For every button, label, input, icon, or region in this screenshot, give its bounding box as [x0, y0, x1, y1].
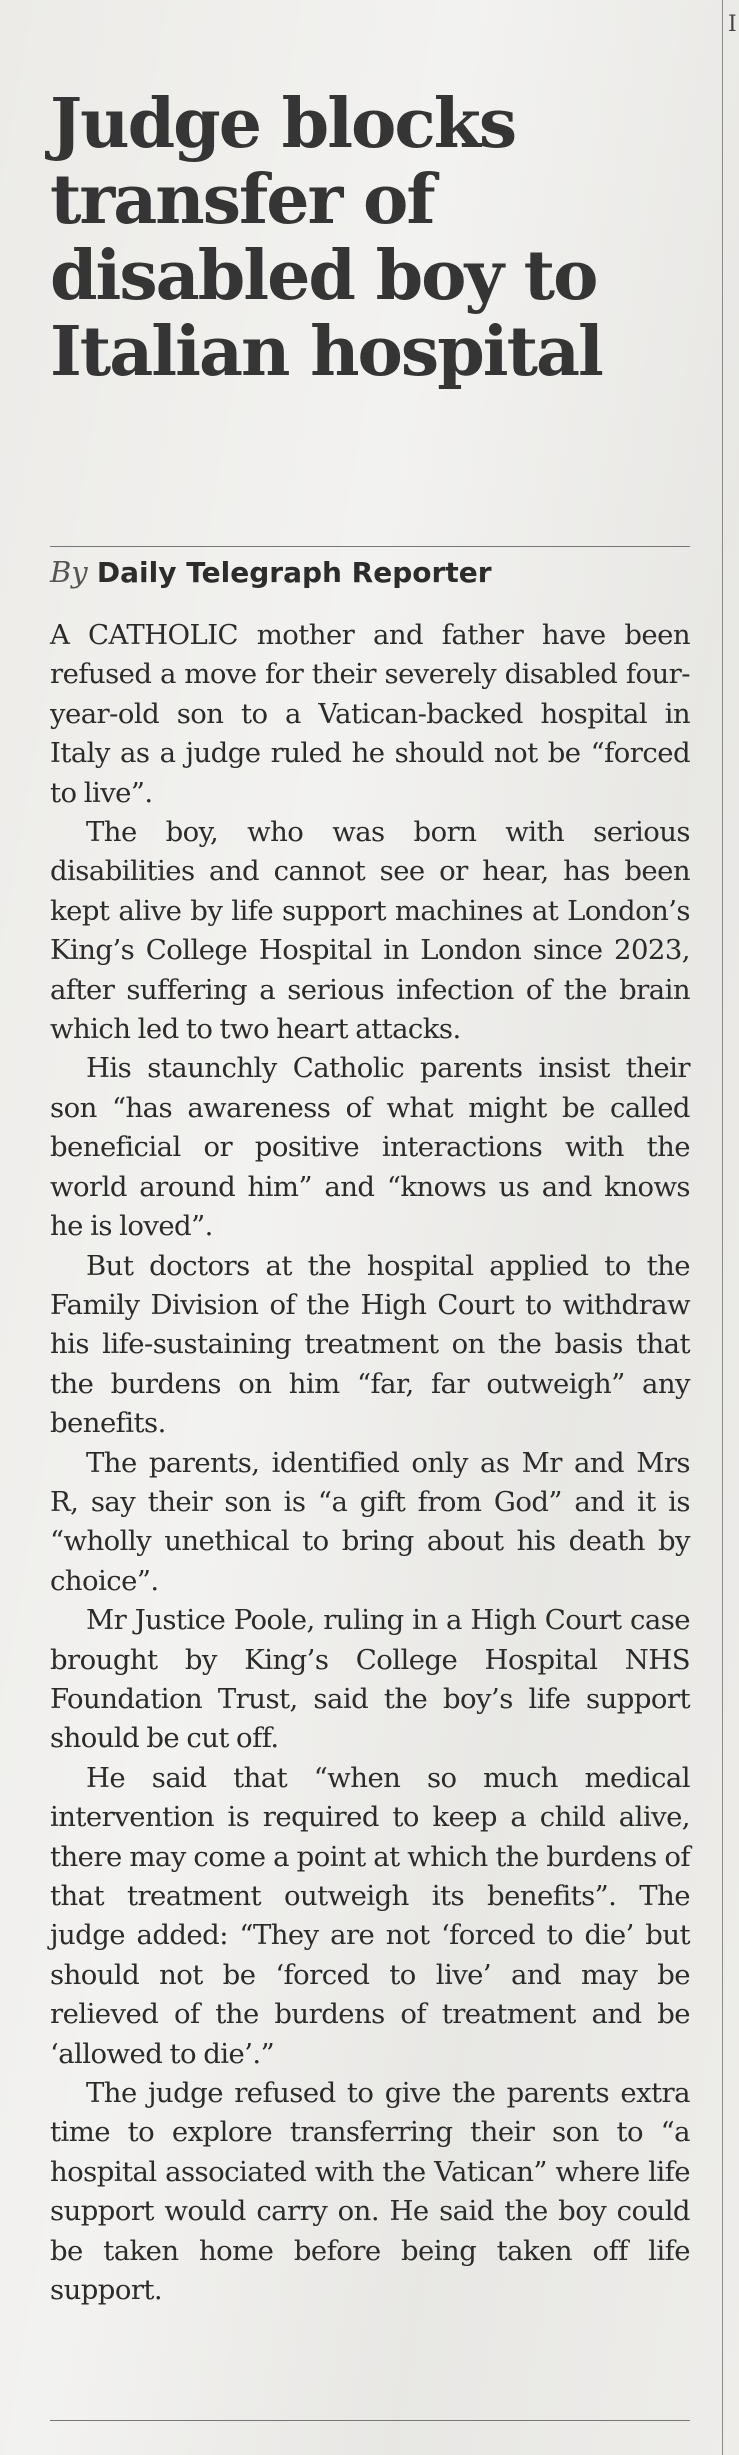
- paragraph: But doctors at the hospital applied to the Family Division of the High Court to withdraw his life-sustaining treatment on the basis that the burdens on him “far, far outweigh” any benefits.: [50, 1249, 690, 1440]
- column-divider: [722, 0, 723, 2455]
- paragraph: The judge refused to give the parents extra time to explore transferring their son to “a hospital associated with the Vatican” where life support would carry on. He said the boy could be taken home before being taken off life support.: [50, 2077, 690, 2307]
- byline-author: Daily Telegraph Reporter: [96, 556, 492, 589]
- byline: [50, 552, 492, 593]
- paragraph: The boy, who was born with serious disabilities and cannot see or hear, has been kept alive by life support machines at London’s King’s College Hospital in London since 2023, after suffering a serious infection of the brain which led to two heart attacks.: [50, 816, 690, 1046]
- paragraph: He said that “when so much medical intervention is required to keep a child alive, there may come a point at which the burdens of that treatment outweigh its benefits”. The judge added: “They are not ‘forced to die’ but should not be ‘forced to live’ and may be relieved of the burdens of treatment and be ‘allowed to die’.”: [50, 1761, 690, 2070]
- headline: Judge blocks transfer of disabled boy to Italian hospital: [50, 84, 602, 392]
- paragraph: The parents, identified only as Mr and Mrs R, say their son is “a gift from God” and it is “wholly unethical to bring about his death by choice”.: [50, 1446, 690, 1597]
- paragraph: A CATHOLIC mother and father have been refused a move for their severely disabled four-year-old son to a Vatican-backed hospital in Italy as a judge ruled he should not be “forced to live”.: [50, 619, 690, 809]
- byline-rule: [50, 546, 690, 547]
- byline-prefix: By: [50, 555, 88, 589]
- paragraph: His staunchly Catholic parents insist their son “has awareness of what might be called beneficial or positive interactions with the world around him” and “knows us and knows he is loved”.: [50, 1052, 690, 1243]
- adjacent-column-fragment: I: [728, 12, 737, 37]
- end-rule: [50, 2420, 690, 2421]
- article-body: [50, 616, 690, 2310]
- paragraph: Mr Justice Poole, ruling in a High Court case brought by King’s College Hospital NHS Foundation Trust, said the boy’s life support should be cut off.: [50, 1604, 690, 1755]
